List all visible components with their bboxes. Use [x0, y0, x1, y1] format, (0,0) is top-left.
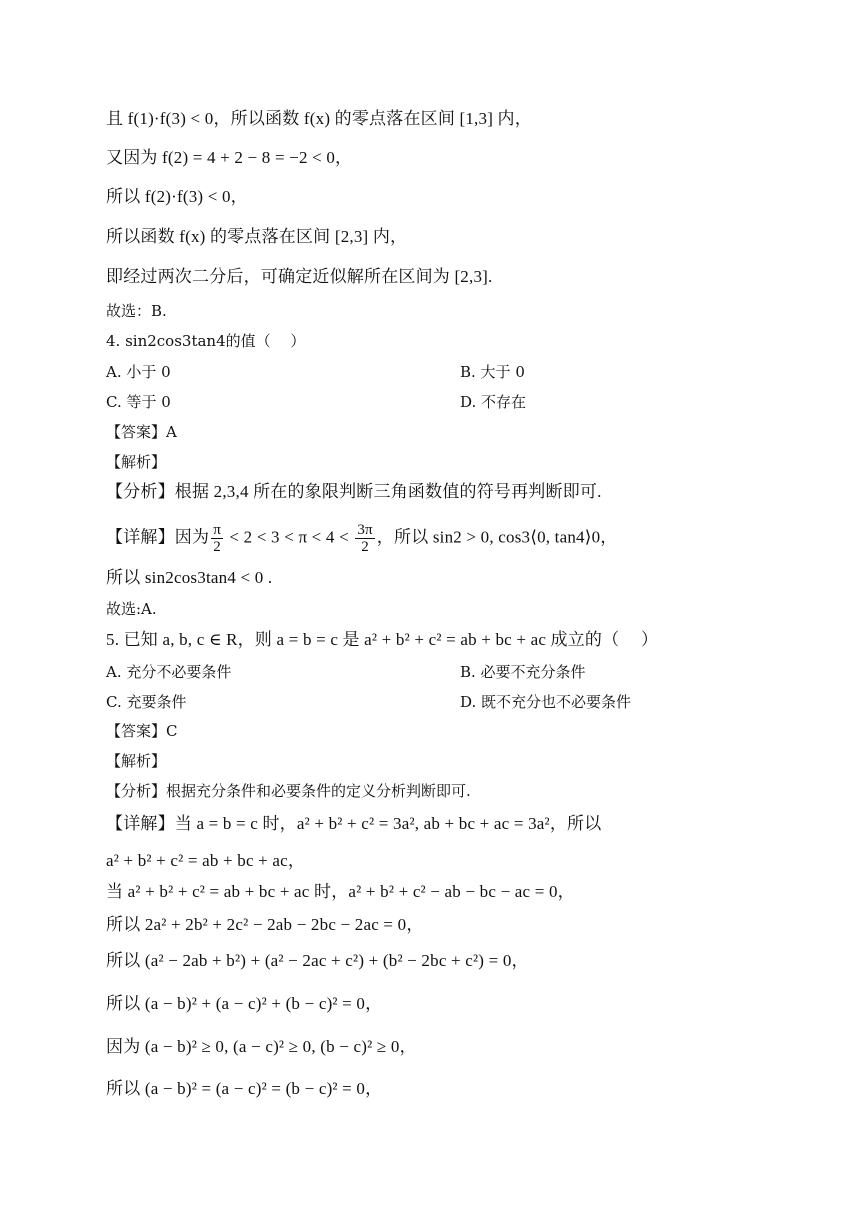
fraction-denominator: 2 — [361, 539, 369, 555]
question-4-product-sign: 所以 sin2cos3tan4 < 0 . — [106, 568, 273, 587]
question-4-option-c: C. 等于 0 — [106, 393, 171, 411]
fraction-numerator: 3π — [357, 522, 373, 538]
line-f2-value: 又因为 f(2) = 4 + 2 − 8 = −2 < 0， — [106, 148, 353, 167]
line-f1-f3-interval-1-3: 且 f(1)·f(3) < 0，所以函数 f(x) 的零点落在区间 [1,3] 内， — [106, 109, 532, 128]
fraction-pi-over-2 — [211, 522, 223, 555]
question-4-analysis-heading: 【解析】 — [106, 453, 167, 471]
question-5-analysis: 【分析】根据充分条件和必要条件的定义分析判断即可. — [106, 782, 471, 800]
fraction-3pi-over-2 — [355, 522, 374, 555]
fraction-numerator: π — [213, 522, 221, 538]
question-5-analysis-heading: 【解析】 — [106, 752, 167, 770]
line-bisection-conclusion: 即经过两次二分后，可确定近似解所在区间为 [2,3]. — [106, 267, 493, 286]
detail-signs: ，所以 sin2 > 0, cos3⟨0, tan4⟩0， — [376, 527, 618, 547]
question-4-stem: 4. sin2cos3tan4的值（ ） — [106, 332, 306, 350]
question-5-detail-3: 当 a² + b² + c² = ab + bc + ac 时，a² + b² + c² − ab − bc − ac = 0， — [106, 882, 575, 901]
question-4-option-a: A. 小于 0 — [106, 363, 171, 381]
question-5-stem: 5. 已知 a, b, c ∈ R，则 a = b = c 是 a² + b² + c² = ab + bc + ac 成立的（ ） — [106, 630, 659, 649]
question-5-detail-8: 所以 (a − b)² = (a − c)² = (b − c)² = 0， — [106, 1079, 383, 1098]
question-4-option-b: B. 大于 0 — [460, 363, 525, 381]
question-4-option-d: D. 不存在 — [460, 393, 527, 411]
detail-inequality: < 2 < 3 < π < 4 < — [224, 527, 354, 547]
question-5-detail-7: 因为 (a − b)² ≥ 0, (a − c)² ≥ 0, (b − c)² ≥ 0， — [106, 1037, 417, 1056]
detail-prefix: 【详解】因为 — [106, 527, 210, 547]
question-4-detail — [106, 522, 617, 555]
question-5-detail-5: 所以 (a² − 2ab + b²) + (a² − 2ac + c²) + (b² − 2bc + c²) = 0， — [106, 951, 529, 970]
question-4-analysis: 【分析】根据 2,3,4 所在的象限判断三角函数值的符号再判断即可. — [106, 482, 602, 501]
question-5-detail-1: 【详解】当 a = b = c 时，a² + b² + c² = 3a², ab + bc + ac = 3a²，所以 — [106, 814, 602, 833]
line-choose-a: 故选:A. — [106, 600, 157, 618]
question-5-option-c: C. 充要条件 — [106, 693, 187, 711]
question-5-option-d: D. 既不充分也不必要条件 — [460, 693, 632, 711]
fraction-denominator: 2 — [213, 539, 221, 555]
question-5-option-a: A. 充分不必要条件 — [106, 663, 232, 681]
line-choose-b: 故选：B. — [106, 302, 167, 320]
line-interval-2-3: 所以函数 f(x) 的零点落在区间 [2,3] 内， — [106, 227, 408, 246]
question-5-detail-2: a² + b² + c² = ab + bc + ac， — [106, 851, 306, 870]
question-5-answer: 【答案】C — [106, 722, 178, 740]
question-5-detail-6: 所以 (a − b)² + (a − c)² + (b − c)² = 0， — [106, 994, 383, 1013]
question-5-option-b: B. 必要不充分条件 — [460, 663, 586, 681]
question-5-detail-4: 所以 2a² + 2b² + 2c² − 2ab − 2bc − 2ac = 0， — [106, 915, 424, 934]
line-f2-f3-product: 所以 f(2)·f(3) < 0， — [106, 187, 248, 206]
question-4-answer: 【答案】A — [106, 423, 177, 441]
